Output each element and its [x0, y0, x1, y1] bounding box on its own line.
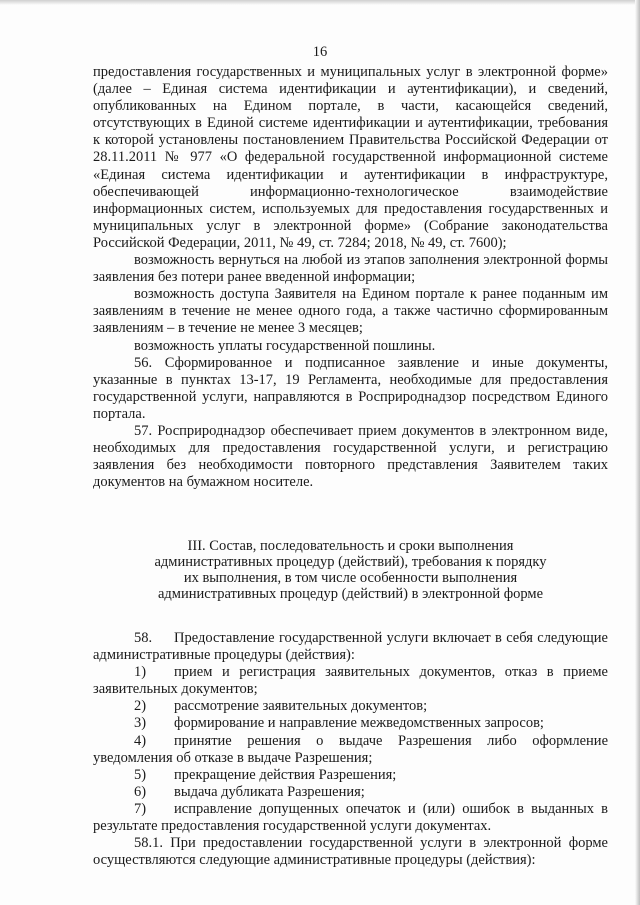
- list-item-text: исправление допущенных опечаток и (или) ошибок в выданных в результате предоставления государственной услуги документах.: [93, 800, 608, 835]
- list-item-number: 4): [134, 732, 147, 749]
- paragraph-clause-58: [93, 630, 608, 664]
- section-heading-line: III. Состав, последовательность и сроки выполнения: [187, 538, 514, 554]
- list-item: [93, 784, 608, 801]
- list-item: [93, 715, 608, 732]
- section-heading-line: административных процедур (действий) в электронной форме: [157, 586, 544, 602]
- list-item-number: 1): [134, 664, 147, 681]
- section-heading-line: административных процедур (действий), требования к порядку: [154, 554, 547, 570]
- list-item: [93, 664, 608, 698]
- paragraph-clause-58-1: 58.1. При предоставлении государственной услуги в электронной форме осуществляются следующие административные процедуры (действия):: [93, 835, 608, 869]
- page-number: 16: [312, 44, 328, 60]
- clause-text: Предоставление государственной услуги включает в себя следующие административные процедуры (действия):: [93, 630, 608, 664]
- paragraph-state-fee: возможность уплаты государственной пошлины.: [134, 337, 436, 354]
- list-item-text: принятие решения о выдаче Разрешения либо оформление уведомления об отказе в выдаче Разрешения;: [93, 732, 608, 766]
- paragraph-esia-requirements: предоставления государственных и муниципальных услуг в электронной форме» (далее – Единая система идентификации и аутентификации), и сведений, опубликованных на Едином портале, в части, касающейся сведений, отсутствующих в Единой системе идентификации и аутентификации, требования к которой установлены постановлением Правительства Российской Федерации от 28.11.2011 № 977 «О федеральной государственной информационной системе «Единая система идентификации и аутентификации в инфраструктуре, обеспечивающей информационно-технологическое взаимодействие информационных систем, используемых для предоставления государственных и муниципальных услуг в электронной форме» (Собрание законодательства Российской Федерации, 2011, № 49, ст. 7284; 2018, № 49, ст. 7600);: [93, 64, 608, 251]
- list-item-number: 7): [134, 800, 147, 817]
- list-item-text: прием и регистрация заявительных документов, отказ в приеме заявительных документов;: [93, 664, 608, 698]
- list-item: [93, 698, 608, 715]
- list-item-number: 6): [134, 783, 147, 800]
- section-heading: [93, 538, 608, 602]
- paragraph-clause-57: 57. Росприроднадзор обеспечивает прием документов в электронном виде, необходимых для предоставления государственной услуги, и регистрацию заявления без необходимости повторного представления Заявителем таких документов на бумажном носителе.: [93, 422, 608, 491]
- list-item: [93, 801, 608, 835]
- list-item-text: рассмотрение заявительных документов;: [174, 698, 428, 715]
- scan-edge-right: [635, 0, 640, 905]
- list-item: [93, 733, 608, 767]
- scan-edge-top: [0, 0, 640, 5]
- clause-number: 58.: [134, 630, 153, 646]
- list-item-text: выдача дубликата Разрешения;: [174, 783, 365, 800]
- text-block-top: [93, 64, 608, 491]
- section-heading-line: их выполнения, в том числе особенности выполнения: [183, 570, 518, 586]
- paragraph-return-to-step: возможность вернуться на любой из этапов заполнения электронной формы заявления без потери ранее введенной информации;: [93, 252, 608, 286]
- list-item: [93, 767, 608, 784]
- list-item-number: 3): [134, 715, 147, 732]
- list-item-text: прекращение действия Разрешения;: [174, 766, 397, 783]
- paragraph-access-to-applications: возможность доступа Заявителя на Едином портале к ранее поданным им заявлениям в течение не менее одного года, а также частично сформированным заявлениям – в течение не менее 3 месяцев;: [93, 286, 608, 337]
- text-block-bottom: [93, 528, 608, 869]
- paragraph-clause-56: 56. Сформированное и подписанное заявление и иные документы, указанные в пунктах 13-17, 19 Регламента, необходимые для предоставления государственной услуги, направляются в Росприроднадзор посредством Единого портала.: [93, 354, 608, 422]
- list-item-number: 2): [134, 698, 147, 715]
- list-item-number: 5): [134, 766, 147, 783]
- list-item-text: формирование и направление межведомственных запросов;: [174, 715, 544, 732]
